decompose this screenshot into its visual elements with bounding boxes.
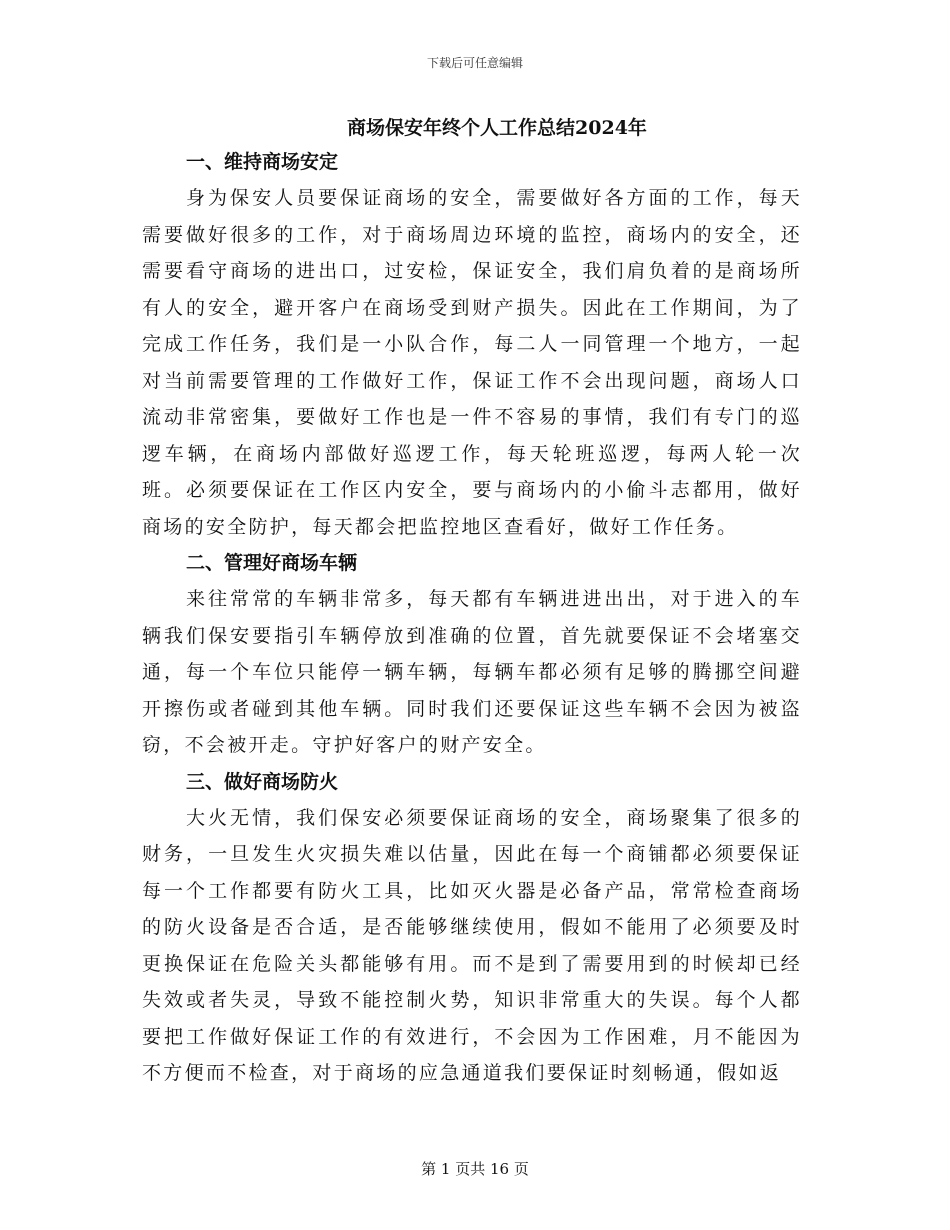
section-paragraph: 大火无情，我们保安必须要保证商场的安全，商场聚集了很多的财务，一旦发生火灾损失难以估量，因此在每一个商铺都必须要保证每一个工作都要有防火工具，比如灭火器是必备产品，常常检查商场的防火设备是否合适，是否能够继续使用，假如不能用了必须要及时更换保证在危险关头都能够有用。而不是到了需要用到的时候却已经失效或者失灵，导致不能控制火势，知识非常重大的失误。每个人都要把工作做好保证工作的有效进行，不会因为工作困难，月不能因为不方便而不检查，对于商场的应急通道我们要保证时刻畅通，假如返 [142, 806, 802, 1084]
section-1 [142, 144, 802, 545]
document-body [142, 112, 802, 1092]
section-paragraph: 来往常常的车辆非常多，每天都有车辆进进出出，对于进入的车辆我们保安要指引车辆停放到准确的位置，首先就要保证不会堵塞交通，每一个车位只能停一辆车辆，每辆车都必须有足够的腾挪空间避开擦伤或者碰到其他车辆。同时我们还要保证这些车辆不会因为被盗窃，不会被开走。守护好客户的财产安全。 [142, 588, 802, 756]
document-title: 商场保安年终个人工作总结2024年 [347, 117, 647, 139]
section-3 [142, 764, 802, 1092]
page-number: 第 1 页共 16 页 [421, 1160, 529, 1178]
section-heading: 三、做好商场防火 [186, 770, 339, 793]
section-2 [142, 545, 802, 764]
section-heading: 二、管理好商场车辆 [186, 552, 358, 574]
header-note: 下载后可任意编辑 [426, 56, 523, 70]
section-paragraph: 身为保安人员要保证商场的安全，需要做好各方面的工作，每天需要做好很多的工作，对于商场周边环境的监控，商场内的安全，还需要看守商场的进出口，过安检，保证安全，我们肩负着的是商场所有人的安全，避开客户在商场受到财产损失。因此在工作期间，为了完成工作任务，我们是一小队合作，每二人一同管理一个地方，一起对当前需要管理的工作做好工作，保证工作不会出现问题，商场人口流动非常密集，要做好工作也是一件不容易的事情，我们有专门的巡逻车辆，在商场内部做好巡逻工作，每天轮班巡逻，每两人轮一次班。必须要保证在工作区内安全，要与商场内的小偷斗志都用，做好商场的安全防护，每天都会把监控地区查看好，做好工作任务。 [142, 187, 802, 538]
section-heading: 一、维持商场安定 [186, 151, 339, 173]
